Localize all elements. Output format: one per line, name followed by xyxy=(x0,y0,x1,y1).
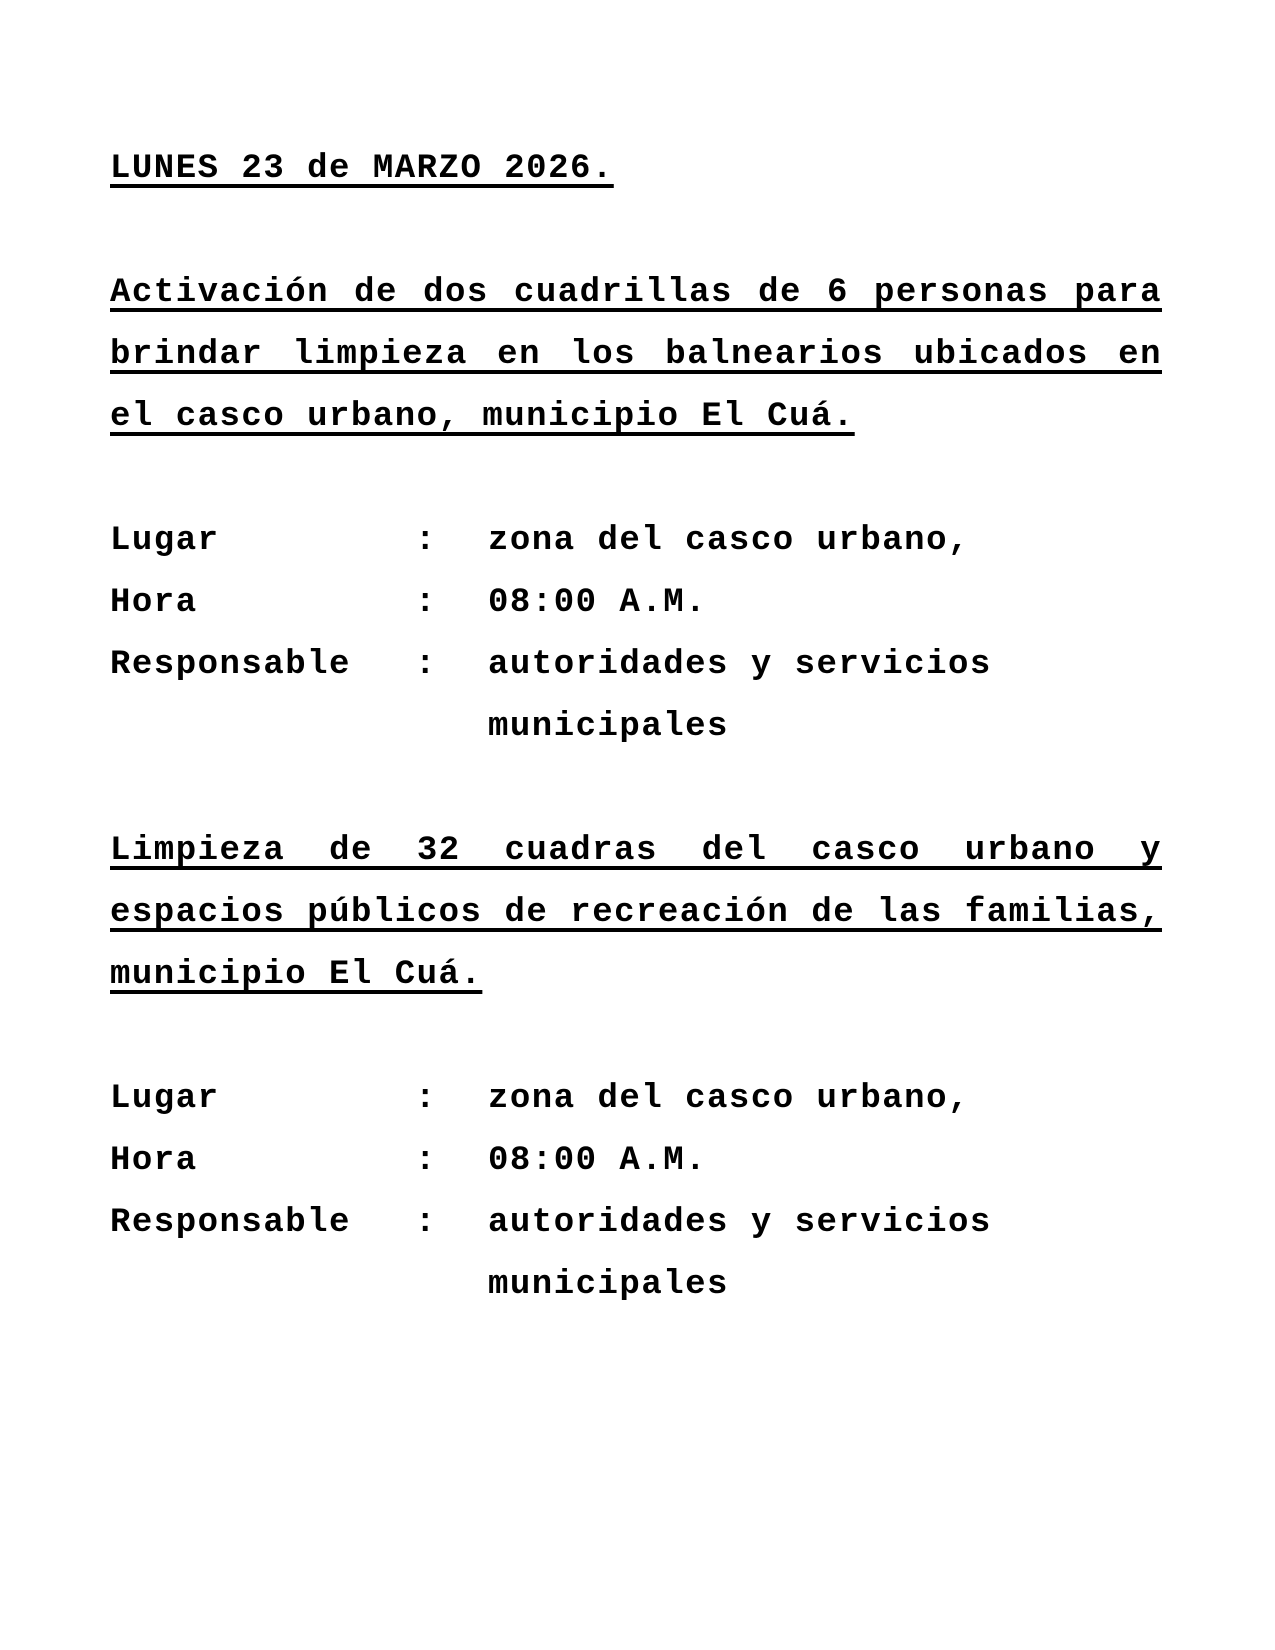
detail-separator: : xyxy=(415,584,437,622)
detail-value xyxy=(488,510,1162,572)
detail-row-hora xyxy=(110,1130,1162,1192)
section-heading-line: espacios públicos de recreación de las familias, xyxy=(110,894,1162,932)
section-heading-line: municipio El Cuá. xyxy=(110,956,483,994)
detail-row-responsable xyxy=(110,634,1162,758)
detail-value-line: zona del casco urbano, xyxy=(488,1080,970,1118)
detail-table xyxy=(110,1068,1162,1316)
detail-value xyxy=(488,572,1162,634)
section-heading xyxy=(110,820,1162,1006)
section-heading-line: brindar limpieza en los balnearios ubicados en xyxy=(110,336,1162,374)
section-heading-line: Activación de dos cuadrillas de 6 personas para xyxy=(110,274,1162,312)
detail-row-hora xyxy=(110,572,1162,634)
detail-row-lugar xyxy=(110,510,1162,572)
detail-value-line: autoridades y servicios xyxy=(488,1204,992,1242)
detail-separator: : xyxy=(415,522,437,560)
section-heading-line: Limpieza de 32 cuadras del casco urbano y xyxy=(110,832,1162,870)
detail-value-line: municipales xyxy=(488,1266,729,1304)
detail-separator: : xyxy=(415,646,437,684)
section-heading xyxy=(110,262,1162,448)
detail-value-line: 08:00 A.M. xyxy=(488,584,708,622)
detail-value xyxy=(488,634,1162,758)
detail-value xyxy=(488,1130,1162,1192)
detail-value xyxy=(488,1192,1162,1316)
detail-label: Lugar xyxy=(110,1080,220,1118)
detail-label: Responsable xyxy=(110,1204,351,1242)
detail-separator: : xyxy=(415,1080,437,1118)
detail-separator: : xyxy=(415,1204,437,1242)
detail-value-line: 08:00 A.M. xyxy=(488,1142,708,1180)
section-heading-line: el casco urbano, municipio El Cuá. xyxy=(110,398,855,436)
detail-value-line: municipales xyxy=(488,708,729,746)
detail-value-line: autoridades y servicios xyxy=(488,646,992,684)
detail-row-responsable xyxy=(110,1192,1162,1316)
detail-label: Hora xyxy=(110,584,198,622)
detail-separator: : xyxy=(415,1142,437,1180)
detail-value xyxy=(488,1068,1162,1130)
detail-value-line: zona del casco urbano, xyxy=(488,522,970,560)
agenda-section-2 xyxy=(110,820,1162,1316)
detail-label: Lugar xyxy=(110,522,220,560)
detail-table xyxy=(110,510,1162,758)
agenda-section-1 xyxy=(110,262,1162,758)
detail-row-lugar xyxy=(110,1068,1162,1130)
document-title: LUNES 23 de MARZO 2026. xyxy=(110,150,614,188)
detail-label: Hora xyxy=(110,1142,198,1180)
detail-label: Responsable xyxy=(110,646,351,684)
